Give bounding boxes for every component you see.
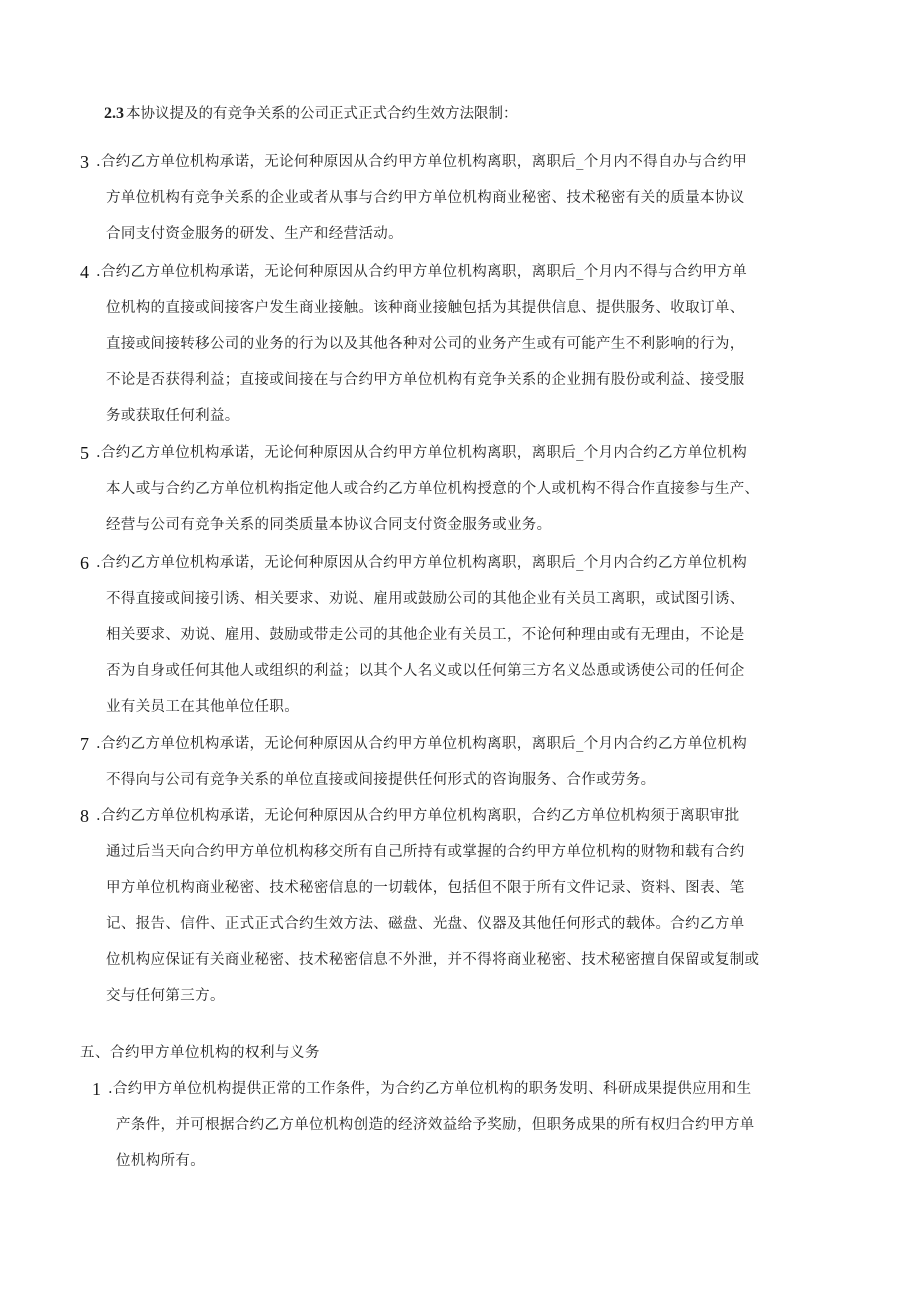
item-line: 甲方单位机构商业秘密、技术秘密信息的一切载体，包括但不限于所有文件记录、资料、图表、笔 (106, 880, 745, 896)
item-line: 记、报告、信件、正式正式合约生效方法、磁盘、光盘、仪器及其他任何形式的载体。合约乙方单 (106, 916, 745, 932)
item-line: 相关要求、劝说、雇用、鼓励或带走公司的其他企业有关员工，不论何种理由或有无理由，不论是 (106, 627, 745, 643)
item-line: .合约乙方单位机构承诺，无论何种原因从合约甲方单位机构离职，离职后_个月内合约乙方单位机构 (96, 445, 748, 461)
item-line: .合约甲方单位机构提供正常的工作条件，为合约乙方单位机构的职务发明、科研成果提供应用和生 (108, 1081, 752, 1097)
item-line: 方单位机构有竞争关系的企业或者从事与合约甲方单位机构商业秘密、技术秘密有关的质量本协议 (106, 190, 745, 206)
item-line: 不得向与公司有竞争关系的单位直接或间接提供任何形式的咨询服务、合作或劳务。 (106, 772, 656, 788)
item-line: 直接或间接转移公司的业务的行为以及其他各种对公司的业务产生或有可能产生不利影响的行为， (106, 336, 745, 352)
item-number: 4 (80, 262, 89, 282)
clause-text: 本协议提及的有竞争关系的公司正式正式合约生效方法限制： (126, 106, 518, 122)
item-line: 务或获取任何利益。 (106, 408, 240, 424)
item-line: 位机构应保证有关商业秘密、技术秘密信息不外泄，并不得将商业秘密、技术秘密擅自保留或复制或 (106, 952, 760, 968)
item-line: 合同支付资金服务的研发、生产和经营活动。 (106, 226, 403, 242)
list-item-8 (80, 798, 840, 1014)
item-number: 1 (92, 1079, 101, 1099)
item-line: 不论是否获得利益；直接或间接在与合约甲方单位机构有竞争关系的企业拥有股份或利益、接受服 (106, 372, 745, 388)
item-line: 位机构所有。 (116, 1153, 206, 1169)
item-line: .合约乙方单位机构承诺，无论何种原因从合约甲方单位机构离职，离职后_个月内合约乙方单位机构 (96, 736, 748, 752)
item-line: 通过后当天向合约甲方单位机构移交所有自己所持有或掌握的合约甲方单位机构的财物和载有合约 (106, 844, 745, 860)
item-line: 位机构的直接或间接客户发生商业接触。该种商业接触包括为其提供信息、提供服务、收取订单、 (106, 300, 745, 316)
item-line: 交与任何第三方。 (106, 988, 225, 1004)
section5-item-1 (92, 1071, 852, 1179)
clause-2-3 (104, 103, 518, 125)
item-line: .合约乙方单位机构承诺，无论何种原因从合约甲方单位机构离职，合约乙方单位机构须于离职审批 (96, 808, 740, 824)
item-number: 5 (80, 443, 89, 463)
item-line: 否为自身或任何其他人或组织的利益；以其个人名义或以任何第三方名义怂恿或诱使公司的任何企 (106, 663, 745, 679)
list-item-5 (80, 435, 840, 543)
section-heading: 五、合约甲方单位机构的权利与义务 (80, 1045, 320, 1061)
item-number: 3 (80, 152, 89, 172)
list-item-4 (80, 254, 840, 434)
item-line: 业有关员工在其他单位任职。 (106, 699, 300, 715)
item-line: 本人或与合约乙方单位机构指定他人或合约乙方单位机构授意的个人或机构不得合作直接参与生产、 (106, 481, 760, 497)
item-line: .合约乙方单位机构承诺，无论何种原因从合约甲方单位机构离职，离职后_个月内不得自办与合约甲 (96, 154, 748, 170)
item-number: 8 (80, 806, 89, 826)
item-number: 6 (80, 553, 89, 573)
item-line: 不得直接或间接引诱、相关要求、劝说、雇用或鼓励公司的其他企业有关员工离职，或试图引诱、 (106, 591, 745, 607)
item-number: 7 (80, 734, 89, 754)
clause-number: 2.3 (104, 105, 124, 122)
item-line: .合约乙方单位机构承诺，无论何种原因从合约甲方单位机构离职，离职后_个月内不得与合约甲方单 (96, 264, 748, 280)
list-item-7 (80, 726, 840, 798)
item-line: .合约乙方单位机构承诺，无论何种原因从合约甲方单位机构离职，离职后_个月内合约乙方单位机构 (96, 555, 748, 571)
item-line: 经营与公司有竞争关系的同类质量本协议合同支付资金服务或业务。 (106, 517, 552, 533)
list-item-6 (80, 545, 840, 725)
item-line: 产条件，并可根据合约乙方单位机构创造的经济效益给予奖励，但职务成果的所有权归合约甲方单 (116, 1117, 755, 1133)
list-item-3 (80, 144, 840, 252)
